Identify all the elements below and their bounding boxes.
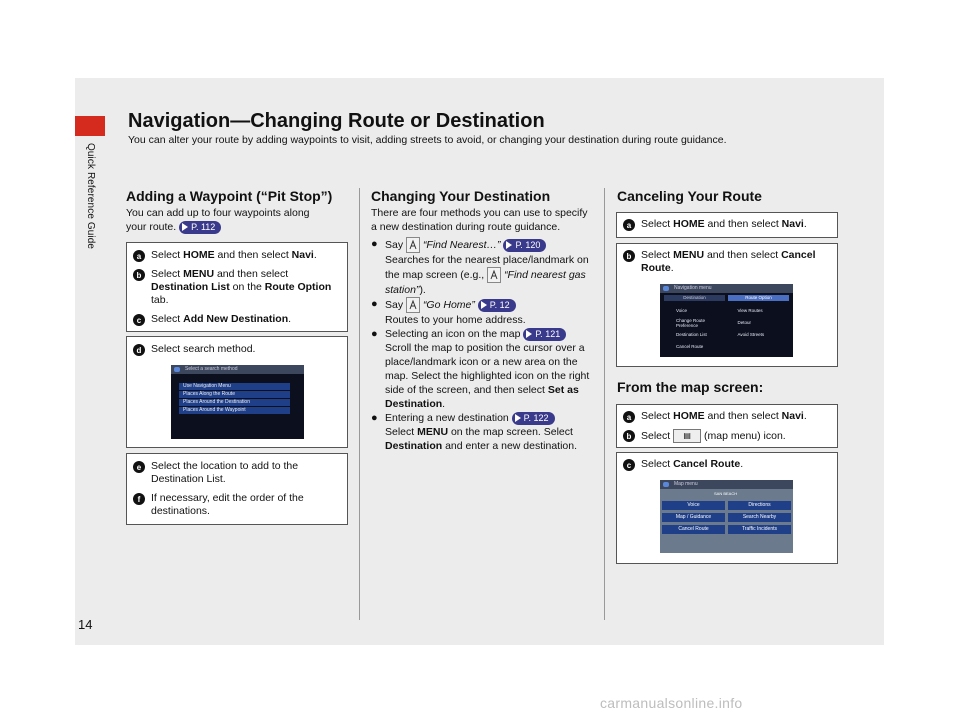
step-6: f If necessary, edit the order of the destinations. <box>133 492 341 518</box>
menu-item: Destination List <box>676 332 707 337</box>
step-2: b Select MENU and then select Cancel Route. <box>623 249 831 275</box>
bullet-go-home: ● Say “Go Home” P. 12 Routes to your home address. <box>371 298 526 326</box>
step-3: c Select Add New Destination. <box>133 313 341 326</box>
page-title: Navigation—Changing Route or Destination <box>128 110 545 132</box>
menu-item: Voice <box>676 308 688 313</box>
intro-text: You can add up to four waypoints along your route. P. 112 <box>126 207 310 233</box>
section-heading: Adding a Waypoint (“Pit Stop”) <box>126 188 333 204</box>
map-steps-box-1 <box>616 404 838 448</box>
bullet-find-nearest: ● Say “Find Nearest…” P. 120 Searches for the nearest place/landmark on the map screen (e.g., “Find nearest gas station”). <box>371 238 589 296</box>
step-1: a Select HOME and then select Navi. <box>133 249 341 262</box>
column-divider <box>604 188 605 620</box>
step-4: d Select search method. <box>133 343 341 356</box>
bullet-new-destination: ● Entering a new destination P. 122 Select MENU on the map screen. Select Destination and enter a new destination. <box>371 412 578 452</box>
menu-item: Map / Guidance <box>662 513 725 522</box>
arrow-icon <box>481 301 487 309</box>
talk-button-icon <box>406 237 420 253</box>
section-heading: Changing Your Destination <box>371 188 551 204</box>
step-3: c Select Cancel Route. <box>623 458 831 471</box>
menu-item: Places Around the Destination <box>179 399 290 406</box>
arrow-icon <box>182 223 188 231</box>
page-reference-link[interactable]: P. 121 <box>523 328 566 341</box>
section-heading: Canceling Your Route <box>617 188 762 204</box>
column-divider <box>359 188 360 620</box>
steps-box-2 <box>126 336 348 448</box>
step-2: b Select ▤ (map menu) icon. <box>623 429 831 443</box>
screenshot-navigation-menu <box>660 284 793 357</box>
arrow-icon <box>526 330 532 338</box>
step-1: a Select HOME and then select Navi. <box>623 410 831 423</box>
column-add-waypoint <box>126 188 348 234</box>
section-heading-map: From the map screen: <box>617 379 764 395</box>
talk-button-icon <box>487 267 501 283</box>
arrow-icon <box>506 241 512 249</box>
page-number: 14 <box>78 617 93 632</box>
arrow-icon <box>515 414 521 422</box>
screen-title: Select a search method <box>171 365 304 374</box>
menu-item: Avoid Streets <box>737 332 765 337</box>
screen-title: Navigation menu <box>660 284 793 293</box>
screenshot-select-search-method <box>171 365 304 439</box>
menu-item: Search Nearby <box>728 513 791 522</box>
menu-item: Places Around the Waypoint <box>179 407 290 414</box>
steps-box-3 <box>126 453 348 525</box>
page-reference-link[interactable]: P. 12 <box>478 299 516 312</box>
screenshot-map-menu <box>660 480 793 553</box>
page-subtitle: You can alter your route by adding waypoints to visit, adding streets to avoid, or changing your destination during route guidance. <box>128 134 727 146</box>
menu-item: View Routes <box>737 308 763 313</box>
sidebar-label: Quick Reference Guide <box>85 143 96 250</box>
intro-text: There are four methods you can use to specify a new destination during route guidance. <box>371 207 588 233</box>
map-menu-icon: ▤ <box>673 429 701 443</box>
page-reference-link[interactable]: P. 120 <box>503 239 546 252</box>
menu-item: Change Route Preference <box>676 318 706 328</box>
column-change-destination <box>371 188 593 453</box>
map-steps-box-2 <box>616 452 838 564</box>
steps-box-1 <box>126 242 348 332</box>
column-cancel-route <box>617 188 837 206</box>
menu-item: Voice <box>662 501 725 510</box>
step-5: e Select the location to add to the Destination List. <box>133 460 341 486</box>
screen-title: Map menu <box>660 480 793 489</box>
cancel-step-box-1 <box>616 212 838 238</box>
menu-item: Cancel Route <box>676 344 704 349</box>
menu-item: Traffic Incidents <box>728 525 791 534</box>
tab-destination: Destination <box>664 295 725 301</box>
menu-item: Cancel Route <box>662 525 725 534</box>
watermark: carmanualsonline.info <box>600 695 743 711</box>
bullet-select-icon: ● Selecting an icon on the map P. 121 Scroll the map to position the cursor over a place/landmark icon or a new area on the map. Select the highlighted icon on the right side of the screen, and then select Set as Destination. <box>371 328 590 410</box>
menu-item: Directions <box>728 501 791 510</box>
talk-button-icon <box>406 297 420 313</box>
section-tab-marker <box>75 116 105 136</box>
page-reference-link[interactable]: P. 112 <box>179 221 221 234</box>
cancel-step-box-2 <box>616 243 838 367</box>
menu-item: Use Navigation Menu <box>179 383 290 390</box>
tab-route-option: Route Option <box>728 295 789 301</box>
menu-item: Places Along the Route <box>179 391 290 398</box>
step-2: b Select MENU and then select Destination List on the Route Option tab. <box>133 268 341 307</box>
map-place-label: SAN BEACH <box>714 491 738 496</box>
page-reference-link[interactable]: P. 122 <box>512 412 555 425</box>
step-1: a Select HOME and then select Navi. <box>623 218 831 231</box>
menu-item: Detour <box>737 320 752 325</box>
